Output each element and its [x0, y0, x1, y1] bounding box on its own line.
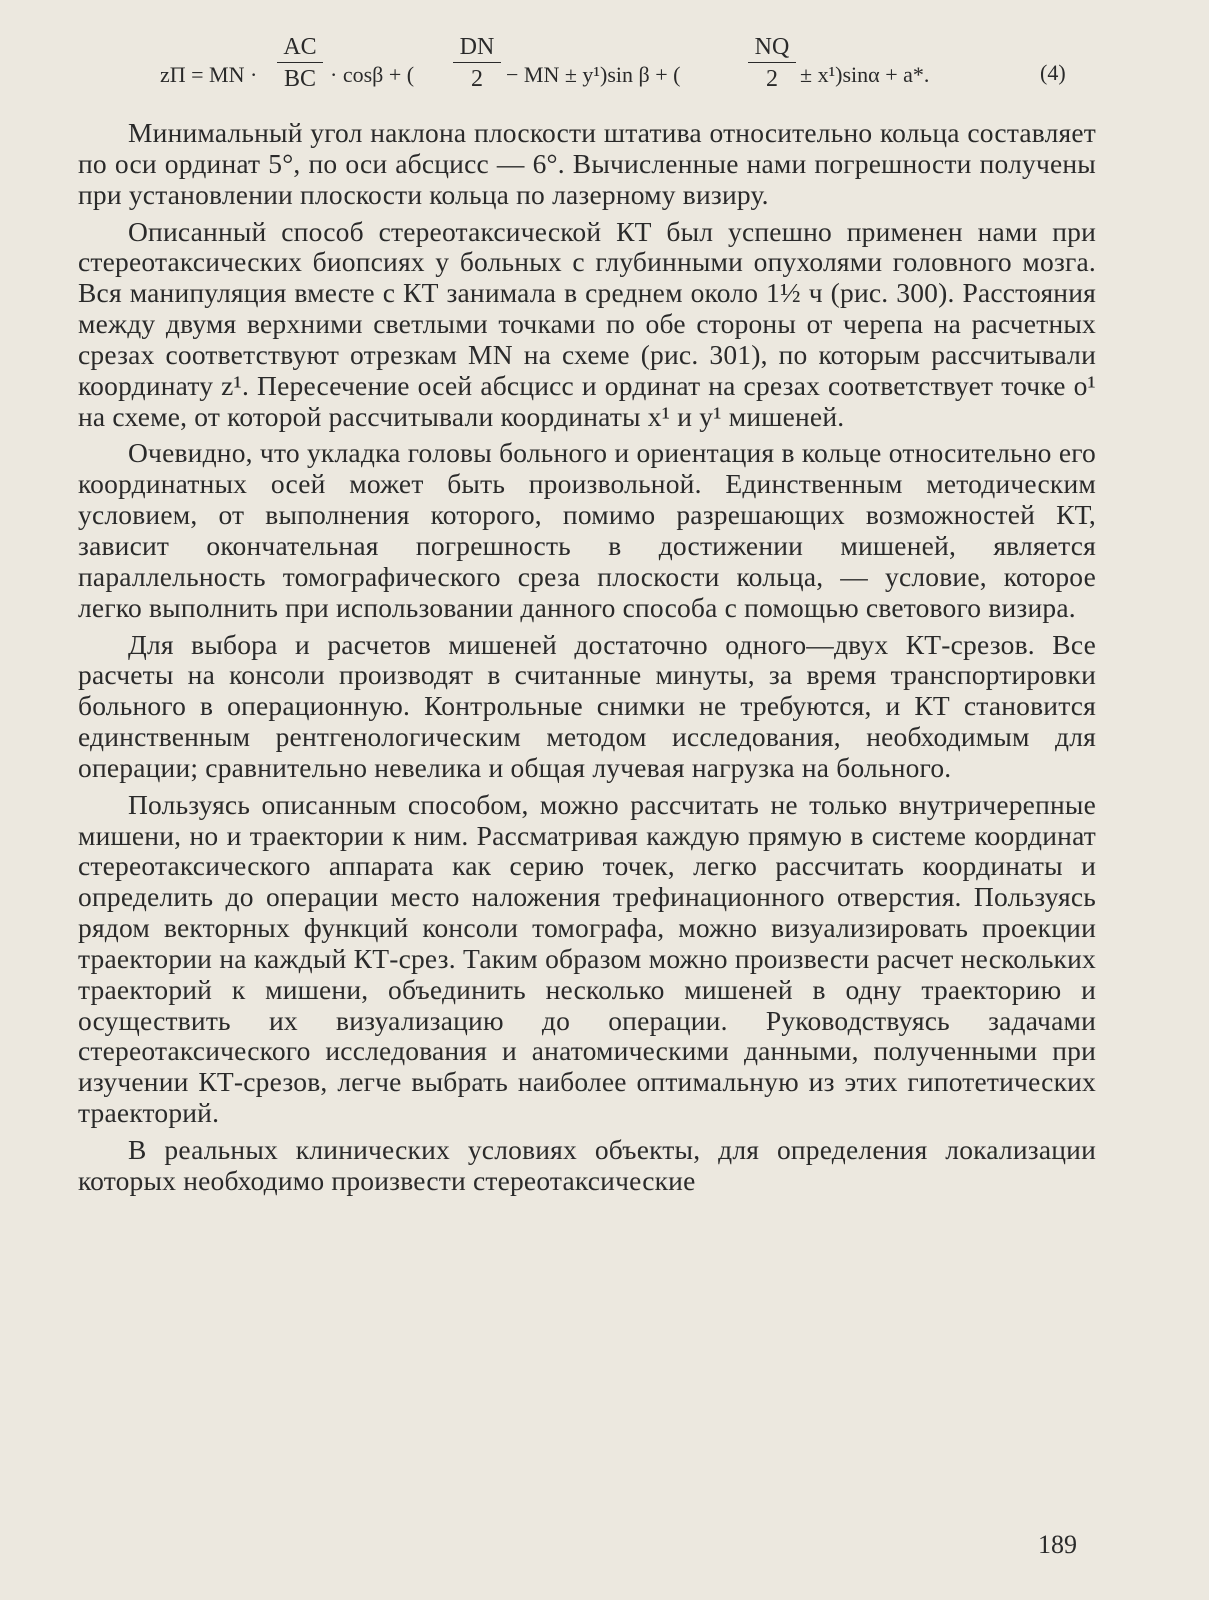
fraction-ac-bc	[277, 34, 323, 92]
fraction-bar	[453, 62, 501, 63]
fraction-dn-2	[453, 34, 501, 92]
paragraph-5: Пользуясь описанным способом, можно рассчитать не только внутричерепные мишени, но и траектории к ним. Рассматривая каждую прямую в системе координат стереотаксического аппарата как серию точек, легко рассчитать координаты и определить до операции место наложения трефинационного отверстия. Пользуясь рядом векторных функций консоли томографа, можно визуализировать проекции траектории на каждый КТ-срез. Таким образом можно произвести расчет нескольких траекторий к мишени, объединить несколько мишеней в одну траекторию и осуществить их визуализацию до операции. Руководствуясь задачами стереотаксического исследования и анатомическими данными, полученными при изучении КТ-срезов, легче выбрать наиболее оптимальную из этих гипотетических траекторий.	[78, 788, 1096, 1129]
body-text	[78, 118, 1096, 1197]
paragraph-6: В реальных клинических условиях объекты, для определения локализации которых необходимо произвести стереотаксические	[78, 1134, 1096, 1196]
formula-part-2: · cosβ + (	[330, 62, 415, 87]
page-number: 189	[1038, 1530, 1077, 1559]
fraction-denominator: 2	[766, 66, 778, 92]
fraction-numerator: NQ	[754, 34, 790, 60]
fraction-bar	[748, 62, 796, 63]
formula-part-3: − MN ± y¹)sin β + (	[506, 62, 681, 87]
fraction-bar	[277, 62, 323, 63]
paragraph-4: Для выбора и расчетов мишеней достаточно одного—двух КТ-срезов. Все расчеты на консоли производят в считанные минуты, за время транспортировки больного в операционную. Контрольные снимки не требуются, и КТ становится единственным рентгенологическим методом исследования, необходимым для операции; сравнительно невелика и общая лучевая нагрузка на больного.	[78, 628, 1096, 783]
fraction-denominator: BC	[283, 66, 316, 92]
fraction-denominator: 2	[471, 66, 483, 92]
formula-4	[160, 34, 1110, 114]
fraction-nq-2	[748, 34, 796, 92]
paragraph-1: Минимальный угол наклона плоскости штатива относительно кольца составляет по оси ординат 5°, по оси абсцисс — 6°. Вычисленные нами погрешности получены при установлении плоскости кольца по лазерному визиру.	[78, 117, 1096, 210]
formula-lhs: zП = MN ·	[160, 62, 258, 87]
formula-number: (4)	[1040, 60, 1066, 85]
paragraph-3: Очевидно, что укладка головы больного и ориентация в кольце относительно его координатных осей может быть произвольной. Единственным методическим условием, от выполнения которого, помимо разрешающих возможностей КТ, зависит окончательная погрешность в достижении мишеней, является параллельность томографического среза плоскости кольца, — условие, которое легко выполнить при использовании данного способа с помощью светового визира.	[78, 437, 1096, 623]
fraction-numerator: DN	[459, 34, 495, 60]
formula-part-4: ± x¹)sinα + a*.	[800, 62, 930, 87]
paragraph-2: Описанный способ стереотаксической КТ был успешно применен нами при стереотаксических биопсиях у больных с глубинными опухолями головного мозга. Вся манипуляция вместе с КТ занимала в среднем около 1½ ч (рис. 300). Расстояния между двумя верхними светлыми точками по обе стороны от черепа на расчетных срезах соответствуют отрезкам MN на схеме (рис. 301), по которым рассчитывали координату z¹. Пересечение осей абсцисс и ординат на срезах соответствует точке o¹ на схеме, от которой рассчитывали координаты x¹ и y¹ мишеней.	[78, 215, 1096, 432]
fraction-numerator: AC	[283, 34, 317, 60]
